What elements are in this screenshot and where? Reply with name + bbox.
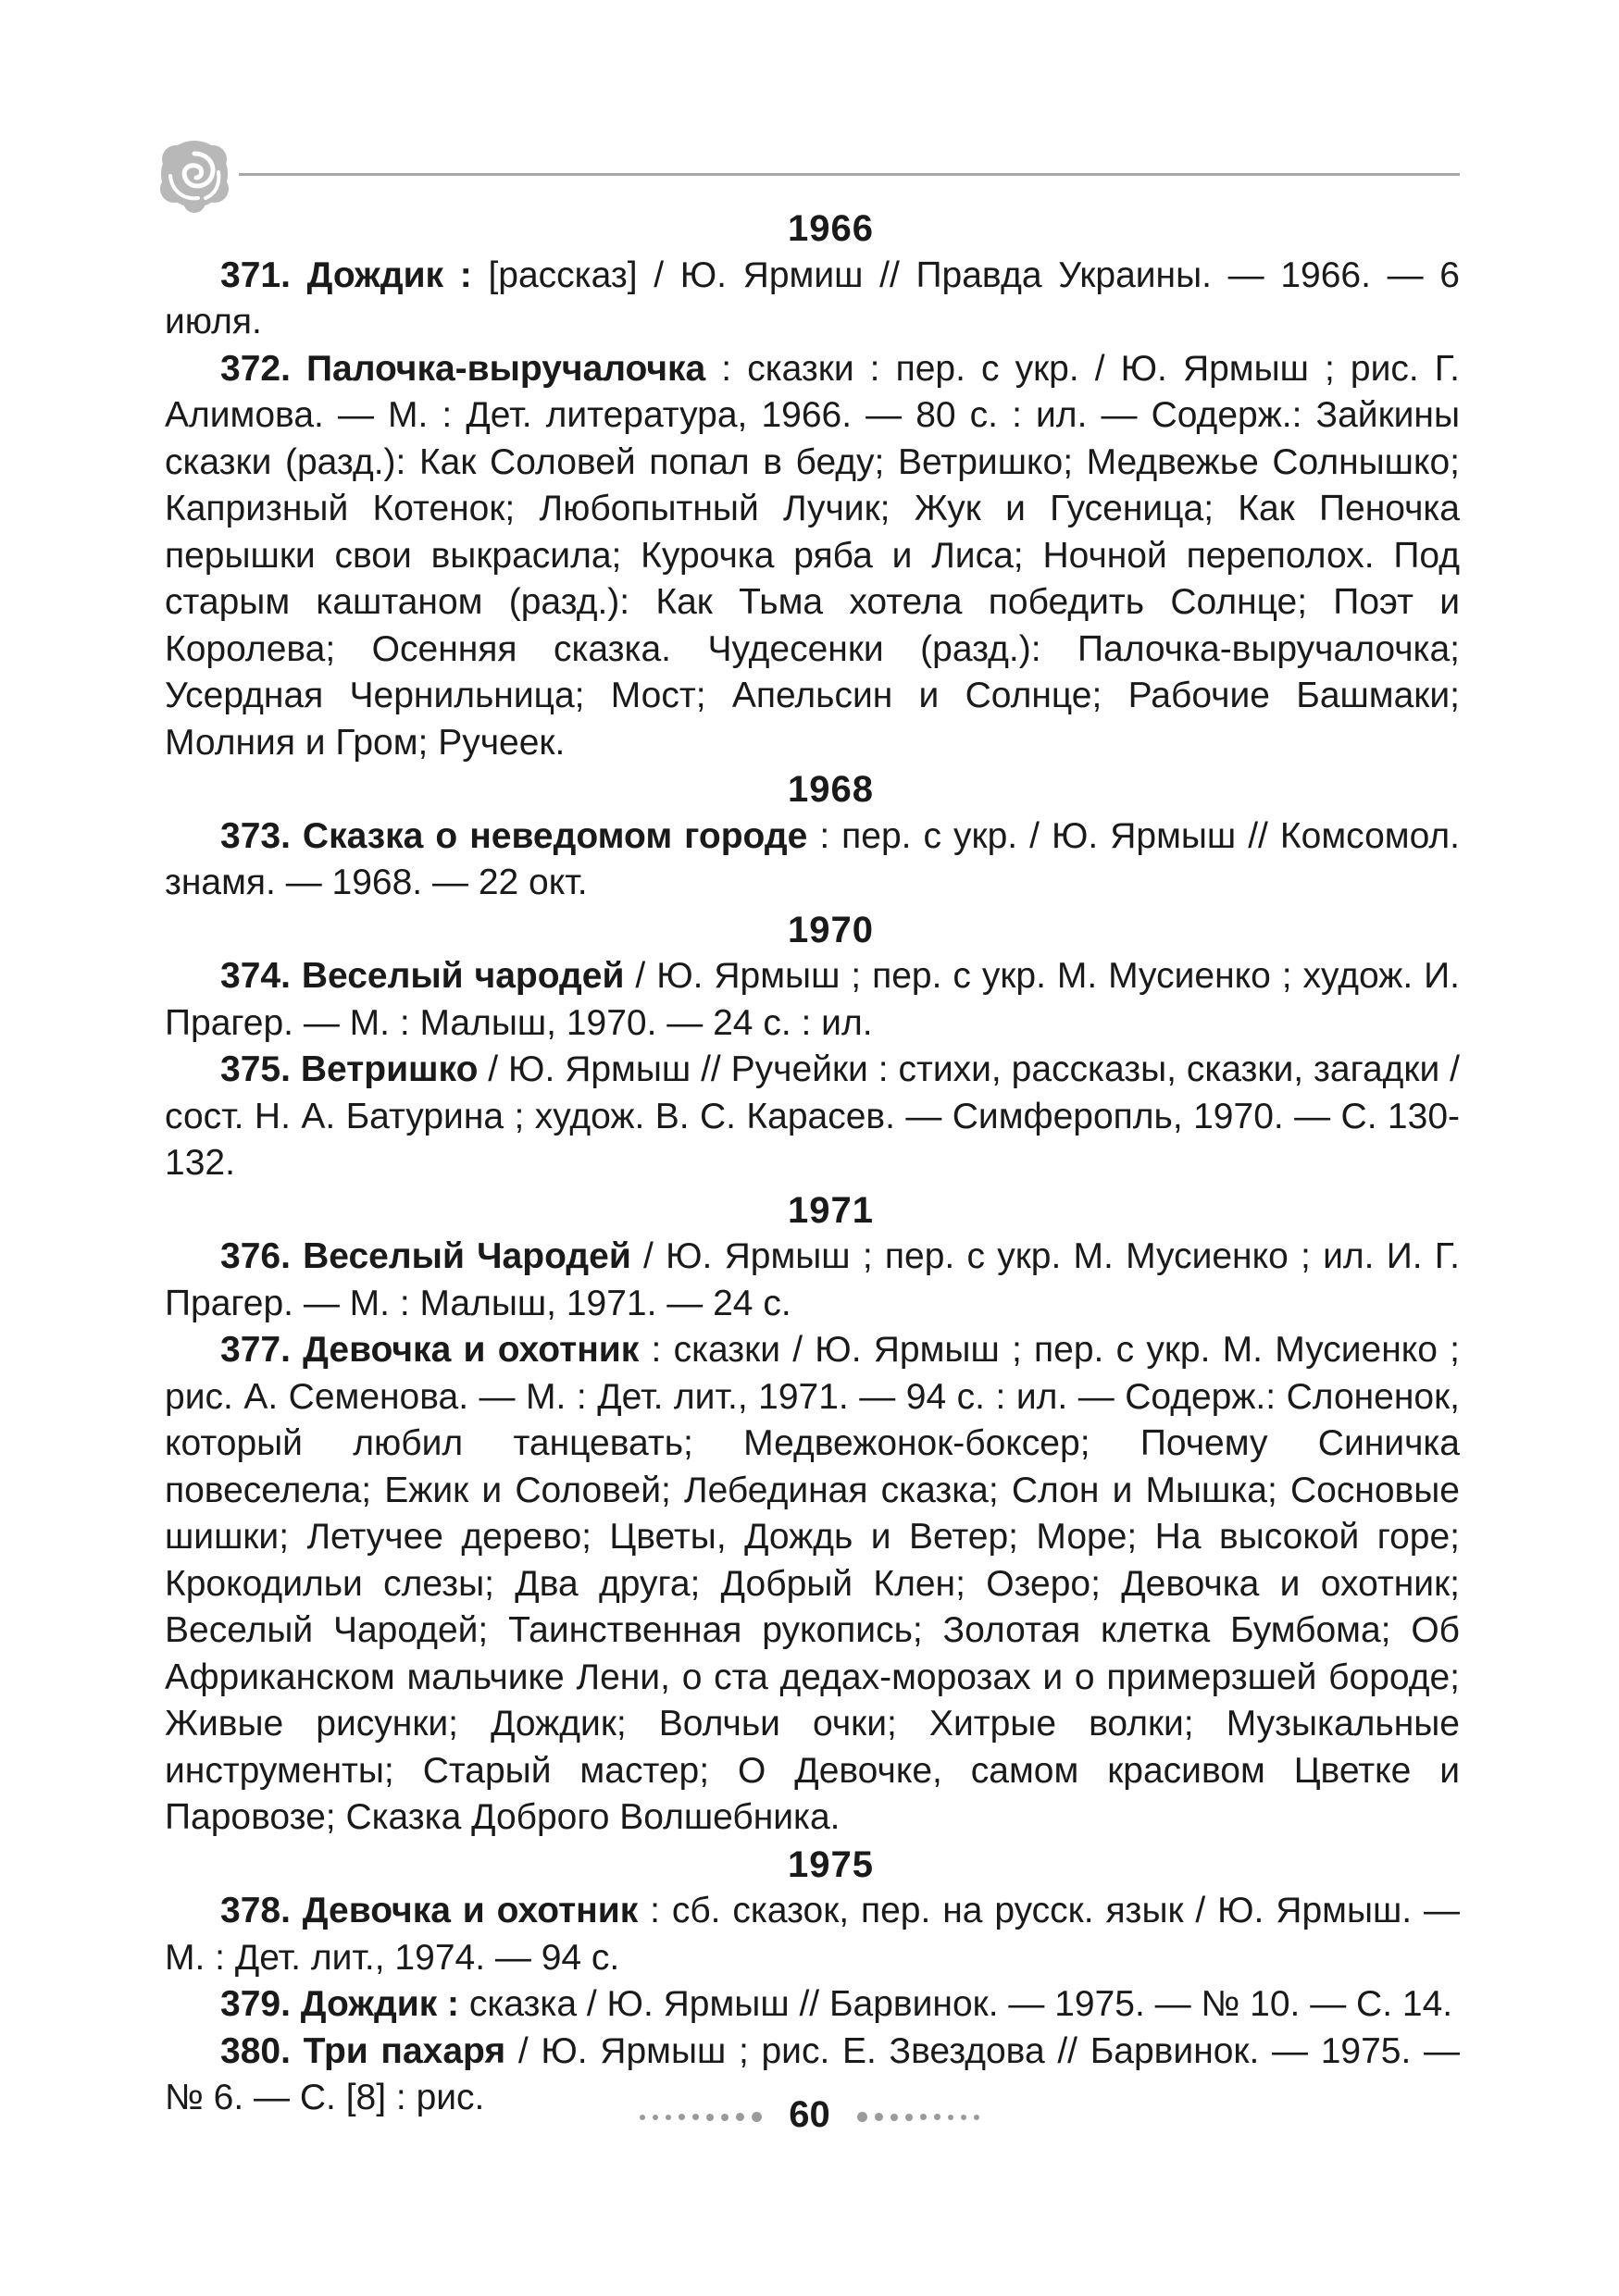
footer-dot [875,2113,883,2121]
footer-dots-right [853,2091,983,2138]
bibliography-entry [165,1888,1460,1981]
entry-description: / Ю. Ярмыш ; пер. с укр. М. Мусиенко ; худож. И. Прагер. — М. : Малыш, 1970. — 24 с. : ил. [165,956,1460,1043]
entry-title: 375. Ветришко [220,1049,479,1089]
entry-description: : сказки : пер. с укр. / Ю. Ярмыш ; рис. Г. Алимова. — М. : Дет. литература, 1966. — 80 с. : ил. — Содерж.: Зайкины сказки (разд.): Как Соловей попал в беду; Ветришко; Медвежье Солнышко; Капризный Котенок; Любопытный Лучик; Жук и Гусеница; Как Пеночка перышки свои выкрасила; Курочка ряба и Лиса; Ночной переполох. Под старым каштаном (разд.): Как Тьма хотела победить Солнце; Поэт и Королева; Осенняя сказка. Чудесенки (разд.): Палочка-выручалочка; Усердная Чернильница; Мост; Апельсин и Солнце; Рабочие Башмаки; Молния и Гром; Ручеек. [165,348,1460,763]
footer-dot [934,2114,940,2120]
footer-dot [653,2115,658,2120]
footer-dot [905,2114,913,2121]
footer-dot [961,2115,966,2120]
entry-description: : сб. сказок, пер. на русск. язык / Ю. Ярмыш. — М. : Дет. лит., 1974. — 94 с. [165,1891,1460,1978]
footer-dot [679,2114,685,2120]
year-heading: 1971 [788,1189,874,1231]
entry-description: / Ю. Ярмыш ; рис. Е. Звездова // Барвинок. — 1975. — № 6. — С. [8] : рис. [165,2030,1460,2117]
entry-title: 380. Три пахаря [220,2030,506,2071]
page-footer [0,2090,1619,2138]
bibliography-entry [165,1981,1460,2029]
bibliography-entry [165,1234,1460,1327]
bibliography-entry [165,813,1460,907]
entry-title: 374. Веселый чародей [220,956,625,996]
header-rule [239,173,1460,176]
footer-dot [666,2115,671,2120]
entry-title: 377. Девочка и охотник [220,1330,640,1370]
entry-description: / Ю. Ярмыш // Ручейки : стихи, рассказы, сказки, загадки / сост. Н. А. Батурина ; худож. В. С. Карасев. — Симферопль, 1970. — С. 130-132. [165,1049,1460,1183]
footer-dot [706,2114,714,2121]
footer-dots-left [636,2091,766,2138]
entry-description: : пер. с укр. / Ю. Ярмыш // Комсомол. знамя. — 1968. — 22 окт. [165,815,1460,902]
entry-description: / Ю. Ярмыш ; пер. с укр. М. Мусиенко ; ил. И. Г. Прагер. — М. : Малыш, 1971. — 24 с. [165,1236,1461,1323]
year-heading: 1968 [788,769,874,810]
entry-title: 372. Палочка-выручалочка [220,348,706,389]
entry-title: 371. Дождик : [220,254,472,295]
footer-dot [920,2114,927,2120]
entry-description: [рассказ] / Ю. Ярмиш // Правда Украины. — 1966. — 6 июля. [165,254,1460,341]
footer-dot [857,2112,867,2122]
year-heading: 1975 [788,1843,874,1885]
footer-dot [752,2112,762,2122]
rose-ornament-icon [156,135,233,213]
bibliography-entry [165,1327,1460,1842]
bibliography-entry [165,346,1460,767]
entry-title: 378. Девочка и охотник [220,1891,639,1930]
footer-dot [948,2115,953,2120]
entry-description: сказка / Ю. Ярмыш // Барвинок. — 1975. — № 10. — С. 14. [459,1984,1453,2024]
footer-dot [640,2115,645,2120]
entry-title: 376. Веселый Чародей [220,1236,631,1276]
footer-dot [721,2114,729,2121]
page-number: 60 [789,2094,830,2136]
entry-description: : сказки / Ю. Ярмыш ; пер. с укр. М. Мусиенко ; рис. А. Семенова. — М. : Дет. лит., 1971. — 94 с. : ил. — Содерж.: Слоненок, который любил танцевать; Медвежонок-боксер; Почему Синичка повеселела; Ежик и Соловей; Лебединая сказка; Слон и Мышка; Сосновые шишки; Летучее дерево; Цветы, Дождь и Ветер; Море; На высокой горе; Крокодильи слезы; Два друга; Добрый Клен; Озеро; Девочка и охотник; Веселый Чародей; Таинственная рукопись; Золотая клетка Бумбома; Об Африканском мальчике Лени, о ста дедах-морозах и о примерзшей бороде; Живые рисунки; Дождик; Волчьи очки; Хитрые волки; Музыкальные инструменты; Старый мастер; О Девочке, самом красивом Цветке и Паровозе; Сказка Доброго Волшебника. [165,1330,1460,1837]
entry-title: 373. Сказка о неведомом городе [220,815,808,856]
bibliography-entry [165,1047,1460,1187]
bibliography-entry [165,953,1460,1047]
footer-dot [890,2114,898,2121]
year-heading: 1970 [788,909,874,950]
entry-title: 379. Дождик : [220,1984,460,2024]
footer-dot [974,2115,979,2120]
footer-dot [736,2113,744,2121]
footer-dot [692,2114,699,2120]
year-heading: 1966 [788,208,874,249]
bibliography-entry [165,253,1460,346]
bibliography-body [165,205,1460,2122]
